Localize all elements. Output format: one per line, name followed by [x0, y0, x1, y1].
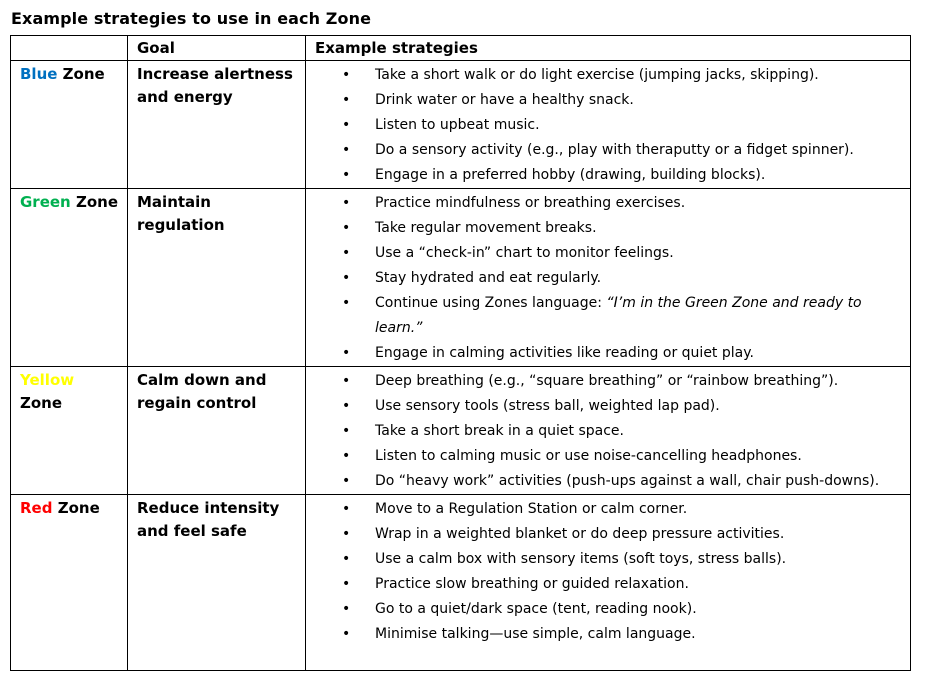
strategy-list: [306, 63, 906, 188]
list-item: • Take a short walk or do light exercise (jumping jacks, skipping).: [306, 63, 906, 88]
zone-word: Zone: [62, 65, 105, 83]
bullet-icon: •: [342, 398, 351, 414]
bullet-icon: •: [342, 67, 351, 83]
bullet-icon: •: [342, 345, 351, 361]
list-item: • Do “heavy work” activities (push-ups against a wall, chair push-downs).: [306, 469, 906, 494]
list-item: • Engage in a preferred hobby (drawing, building blocks).: [306, 163, 906, 188]
bullet-icon: •: [342, 270, 351, 286]
list-item: • Listen to calming music or use noise-cancelling headphones.: [306, 444, 906, 469]
list-item: • Listen to upbeat music.: [306, 113, 906, 138]
zone-word: Zone: [57, 499, 100, 517]
list-item: • Practice slow breathing or guided relaxation.: [306, 572, 906, 597]
document-title: Example strategies to use in each Zone: [11, 9, 372, 28]
table-row-blue-zone: [11, 61, 911, 189]
list-item: • Move to a Regulation Station or calm corner.: [306, 497, 906, 522]
zone-color-word: Red: [20, 499, 53, 517]
table-row-red-zone: [11, 495, 911, 671]
bullet-icon: •: [342, 473, 351, 489]
table-row-green-zone: [11, 189, 911, 367]
list-item: • Continue using Zones language: “I’m in the Green Zone and ready to learn.”: [306, 291, 906, 341]
strategies-cell: [306, 495, 911, 671]
strategies-cell: [306, 61, 911, 189]
list-item: • Use a calm box with sensory items (soft toys, stress balls).: [306, 547, 906, 572]
bullet-icon: •: [342, 626, 351, 642]
zone-cell-green: [11, 189, 128, 367]
zone-word: Zone: [20, 394, 63, 412]
strategies-cell: [306, 367, 911, 495]
list-item: • Take a short break in a quiet space.: [306, 419, 906, 444]
table-header-row: [11, 36, 911, 61]
list-item: • Use sensory tools (stress ball, weighted lap pad).: [306, 394, 906, 419]
strategy-list: [306, 497, 906, 647]
bullet-icon: •: [342, 423, 351, 439]
header-strategies: Example strategies: [306, 36, 911, 61]
bullet-icon: •: [342, 576, 351, 592]
bullet-icon: •: [342, 526, 351, 542]
zones-strategy-table: [10, 35, 911, 671]
strategies-cell: [306, 189, 911, 367]
bullet-icon: •: [342, 245, 351, 261]
list-item: • Wrap in a weighted blanket or do deep pressure activities.: [306, 522, 906, 547]
goal-cell: Calm down and regain control: [128, 367, 306, 495]
zones-language-quote: “I’m in the Green Zone and ready to learn.”: [375, 295, 862, 336]
list-item: • Deep breathing (e.g., “square breathing” or “rainbow breathing”).: [306, 369, 906, 394]
zone-word: Zone: [75, 193, 119, 211]
table-row-yellow-zone: [11, 367, 911, 495]
zone-cell-red: [11, 495, 128, 671]
bullet-icon: •: [342, 295, 351, 311]
bullet-icon: •: [342, 601, 351, 617]
list-item: • Go to a quiet/dark space (tent, reading nook).: [306, 597, 906, 622]
list-item: • Stay hydrated and eat regularly.: [306, 266, 906, 291]
zone-cell-blue: [11, 61, 128, 189]
bullet-icon: •: [342, 448, 351, 464]
bullet-icon: •: [342, 195, 351, 211]
strategy-list: [306, 191, 906, 366]
bullet-icon: •: [342, 501, 351, 517]
list-item: • Take regular movement breaks.: [306, 216, 906, 241]
header-goal: Goal: [128, 36, 306, 61]
list-item: • Drink water or have a healthy snack.: [306, 88, 906, 113]
list-item: • Engage in calming activities like reading or quiet play.: [306, 341, 906, 366]
list-item: • Minimise talking—use simple, calm language.: [306, 622, 906, 647]
header-zone: [11, 36, 128, 61]
goal-cell: Reduce intensity and feel safe: [128, 495, 306, 671]
zone-color-word: Green: [20, 193, 71, 211]
bullet-icon: •: [342, 373, 351, 389]
bullet-icon: •: [342, 117, 351, 133]
bullet-icon: •: [342, 142, 351, 158]
bullet-icon: •: [342, 551, 351, 567]
goal-cell: Maintain regulation: [128, 189, 306, 367]
zone-cell-yellow: [11, 367, 128, 495]
zone-color-word: Yellow: [20, 371, 75, 389]
goal-cell: Increase alertness and energy: [128, 61, 306, 189]
list-item: • Do a sensory activity (e.g., play with theraputty or a fidget spinner).: [306, 138, 906, 163]
list-item: • Use a “check-in” chart to monitor feelings.: [306, 241, 906, 266]
zone-color-word: Blue: [20, 65, 58, 83]
list-item: • Practice mindfulness or breathing exercises.: [306, 191, 906, 216]
bullet-icon: •: [342, 167, 351, 183]
strategy-list: [306, 369, 906, 494]
bullet-icon: •: [342, 92, 351, 108]
bullet-icon: •: [342, 220, 351, 236]
